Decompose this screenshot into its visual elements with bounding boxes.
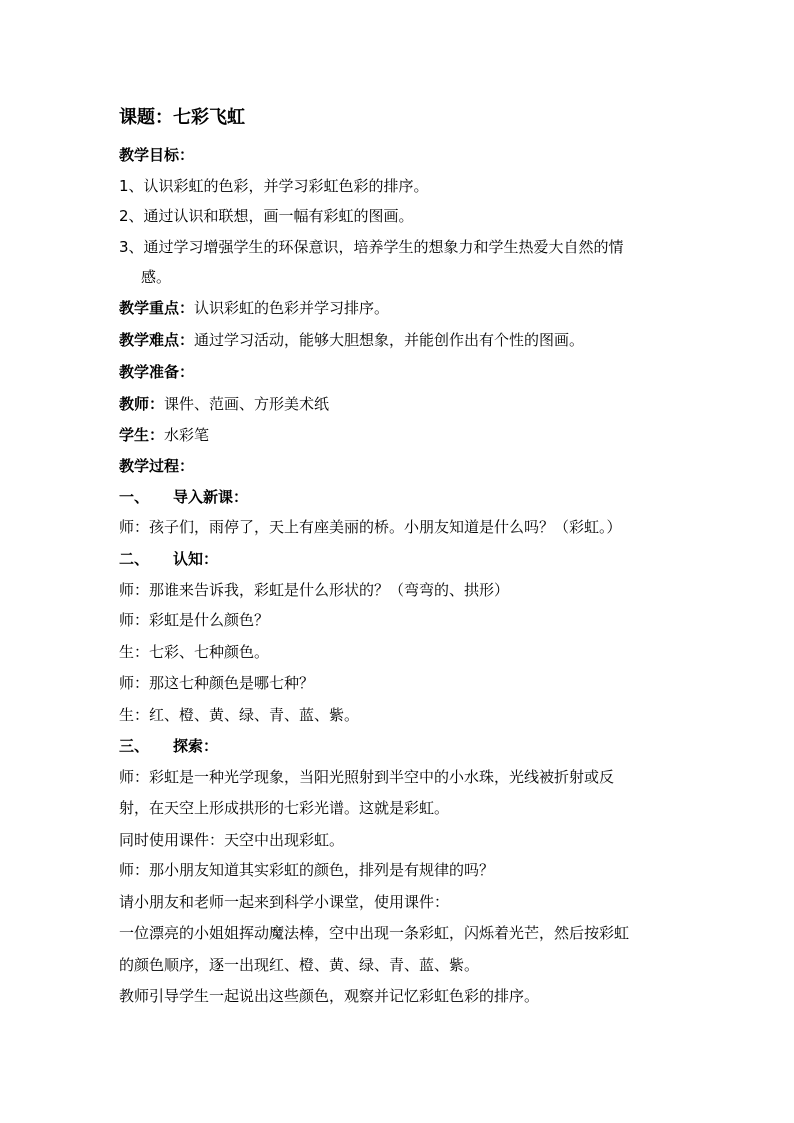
teacher-label: 教师：	[119, 395, 165, 413]
text-line: 生：七彩、七种颜色。	[119, 643, 270, 661]
student-text: 水彩笔	[164, 426, 210, 444]
section-title: 认知：	[173, 550, 219, 568]
section-heading-3	[119, 736, 679, 756]
section-heading-2	[119, 549, 679, 569]
objective-item-3-continued: 感。	[141, 268, 172, 286]
text-line: 师：那小朋友知道其实彩虹的颜色，排列是有规律的吗？	[119, 861, 495, 879]
difficulty-label: 教学难点：	[119, 331, 195, 349]
key-point-label: 教学重点：	[119, 299, 195, 317]
section-title: 探索：	[173, 737, 219, 755]
text-line: 师：孩子们，雨停了，天上有座美丽的桥。小朋友知道是什么吗？（彩虹。）	[119, 518, 622, 536]
objective-item-3: 3、通过学习增强学生的环保意识，培养学生的想象力和学生热爱大自然的情	[119, 238, 624, 256]
difficulty-text: 通过学习活动，能够大胆想象，并能创作出有个性的图画。	[194, 331, 585, 349]
lesson-title: 课题：七彩飞虹	[119, 107, 245, 128]
section-number: 三、	[119, 737, 150, 755]
objective-item-2: 2、通过认识和联想，画一幅有彩虹的图画。	[119, 207, 414, 225]
text-line: 师：彩虹是一种光学现象，当阳光照射到半空中的小水珠，光线被折射或反	[119, 768, 615, 786]
objective-item-1: 1、认识彩虹的色彩，并学习彩虹色彩的排序。	[119, 177, 429, 195]
text-line: 的颜色顺序，逐一出现红、橙、黄、绿、青、蓝、紫。	[119, 956, 480, 974]
text-line: 射，在天空上形成拱形的七彩光谱。这就是彩虹。	[119, 799, 450, 817]
objectives-heading: 教学目标：	[119, 146, 195, 164]
section-heading-1	[119, 487, 679, 507]
process-heading: 教学过程：	[119, 457, 195, 475]
text-line: 教师引导学生一起说出这些颜色，观察并记忆彩虹色彩的排序。	[119, 987, 540, 1005]
text-line: 师：那谁来告诉我，彩虹是什么形状的？（弯弯的、拱形）	[119, 581, 510, 599]
section-number: 二、	[119, 550, 150, 568]
difficulty	[119, 330, 679, 350]
preparation-teacher	[119, 394, 679, 414]
text-line: 师：彩虹是什么颜色？	[119, 611, 270, 629]
text-line: 师：那这七种颜色是哪七种？	[119, 674, 315, 692]
preparation-heading: 教学准备：	[119, 363, 195, 381]
text-line: 请小朋友和老师一起来到科学小课堂，使用课件：	[119, 893, 450, 911]
text-line: 同时使用课件：天空中出现彩虹。	[119, 831, 345, 849]
text-line: 生：红、橙、黄、绿、青、蓝、紫。	[119, 706, 360, 724]
section-title: 导入新课：	[173, 488, 249, 506]
preparation-student	[119, 425, 679, 445]
text-line: 一位漂亮的小姐姐挥动魔法棒，空中出现一条彩虹，闪烁着光芒，然后按彩虹	[119, 924, 630, 942]
section-number: 一、	[119, 488, 150, 506]
teacher-text: 课件、范画、方形美术纸	[164, 395, 330, 413]
key-point	[119, 298, 679, 318]
student-label: 学生：	[119, 426, 165, 444]
key-point-text: 认识彩虹的色彩并学习排序。	[194, 299, 390, 317]
